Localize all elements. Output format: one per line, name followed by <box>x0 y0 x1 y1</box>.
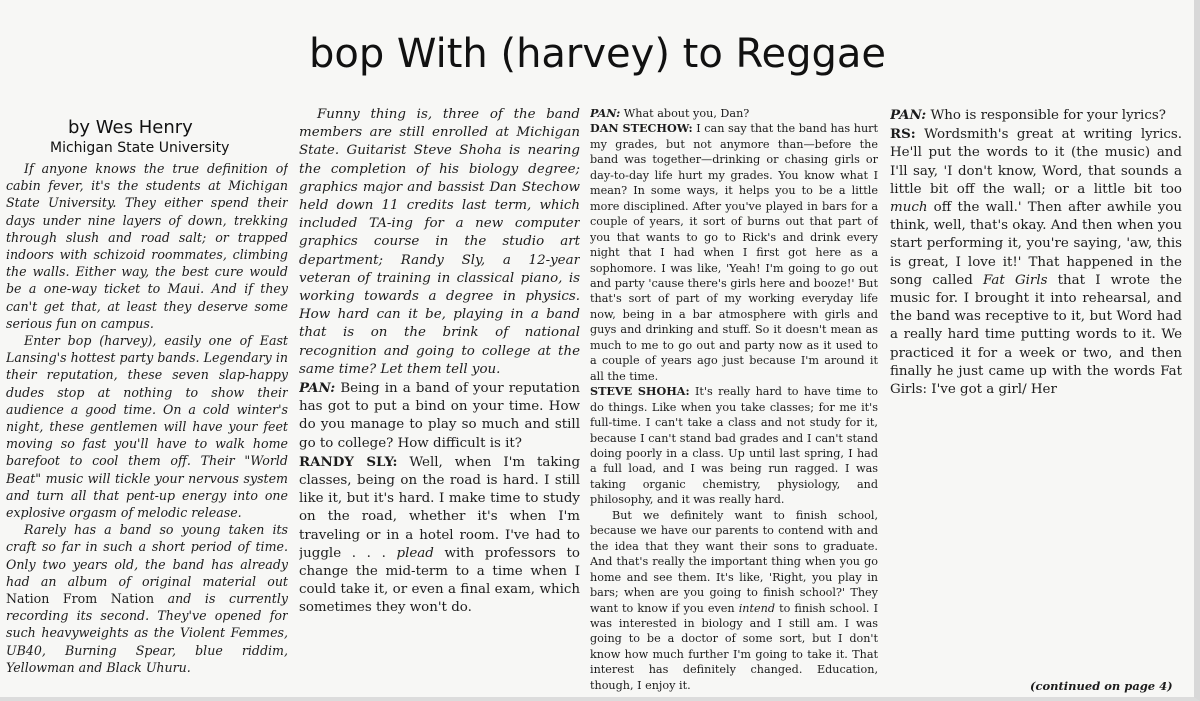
answer-rs-emphasis: much <box>890 200 928 216</box>
speaker-dan-stechow: DAN STECHOW: <box>590 121 693 136</box>
intro-paragraph-2: Enter bop (harvey), easily one of East Lansing's hottest party bands. Legendary in their reputation, these seven slap-happy dudes stop at nothing to show their audience a good time. On a cold winter's night, these gentlemen will have your feet moving so fast you'll have to walk home barefoot to cool them off. Their "World Beat" music will tickle your nervous system and turn all that pent-up energy into one explosive orgasm of melodic release. <box>6 333 288 521</box>
headline: bop With (harvey) to Reggae <box>308 31 887 77</box>
affiliation: Michigan State University <box>50 140 230 156</box>
intro-paragraph-3-end: and is currently recording its second. They've opened for such heavyweights as the Violent Femmes, UB40, Burning Spear, blue riddim, Yellowman and Black Uhuru. <box>6 591 288 675</box>
answer-randy-text-1: Well, when I'm taking classes, being on the road is hard. I still like it, but it's hard. I make time to study on the road, whether it's when I'm traveling or in a hotel room. I've had to juggle . . . <box>299 454 580 561</box>
column-2 <box>299 106 580 696</box>
song-title: Fat Girls <box>983 272 1048 288</box>
answer-steve-text: It's really hard to have time to do things. Like when you take classes; for me it's full-time. I can't take a class and not study for it, because I can't stand bad grades and I can't stand doing poorly in a class. Up until last spring, I had a full load, and I was being run ragged. I was taking organic chemistry, physiology, and philosophy, and it was really hard. <box>590 385 878 507</box>
answer-steve-continued-text-2: to finish school. I was interested in biology and I still am. I was going to be a doctor of some sort, but I don't know how much further I'm going to take it. That interest has definitely changed. Education, though, I enjoy it. <box>590 601 878 692</box>
speaker-steve-shoha: STEVE SHOHA: <box>590 384 690 399</box>
author: by Wes Henry <box>68 117 193 138</box>
answer-randy-emphasis: plead <box>396 545 434 561</box>
column-3 <box>590 106 878 696</box>
speaker-pan: PAN: <box>590 106 621 120</box>
answer-steve-continued-text-1: But we definitely want to finish school, because we have our parents to contend with and the idea that they want their sons to graduate. And that's really the important thing when you go home and see them. It's like, 'Right, you play in bars; when are you going to finish school?' They want to know if you even <box>590 508 878 615</box>
answer-rs-text-3: that I wrote the music for. I brought it into rehearsal, and the band was receptive to it, but Word had a really hard time putting words to it. We practiced it for a week or two, and then finally he just came up with the words Fat Girls: I've got a girl/ Her <box>890 272 1182 398</box>
column-1 <box>6 160 288 695</box>
answer-rs <box>890 125 1182 399</box>
question-3-text: Who is responsible for your lyrics? <box>926 108 1166 123</box>
answer-rs-text-1: Wordsmith's great at writing lyrics. He'll put the words to it (the music) and I'll say, 'I don't know, Word, that sounds a little bit off the wall; or a little bit too <box>890 127 1182 197</box>
intro-paragraph-4: Funny thing is, three of the band members are still enrolled at Michigan State. Guitarist Steve Shoha is nearing the completion of his biology degree; graphics major and bassist Dan Stechow held down 11 credits last term, which included TA-ing for a new computer graphics course in the studio art department; Randy Sly, a 12-year veteran of training in classical piano, is working towards a degree in physics. How hard can it be, playing in a band that is on the brink of national recognition and going to college at the same time? Let them tell you. <box>299 107 580 377</box>
continued-note: (continued on page 4) <box>1030 679 1173 693</box>
answer-randy-text-2: with professors to change the mid-term to a time when I could take it, or even a final exam, which sometimes they won't do. <box>299 545 580 616</box>
speaker-rs: RS: <box>890 126 916 143</box>
answer-steve <box>590 384 878 508</box>
answer-steve-emphasis: intend <box>738 601 775 615</box>
intro-paragraph-3 <box>6 521 288 676</box>
question-2 <box>590 106 878 121</box>
answer-randy <box>299 453 580 618</box>
album-title: Nation From Nation <box>6 591 155 607</box>
answer-dan <box>590 121 878 384</box>
question-1-text: Being in a band of your reputation has got to put a bind on your time. How do you manage to play so much and still go to college? How difficult is it? <box>299 381 580 451</box>
byline <box>46 117 296 157</box>
speaker-randy-sly: RANDY SLY: <box>299 453 398 470</box>
question-3 <box>890 106 1182 125</box>
question-1 <box>299 379 580 453</box>
speaker-pan: PAN: <box>299 380 336 397</box>
answer-rs-text-2: off the wall.' Then after awhile you think, well, that's okay. And then when you start performing it, you're saying, 'aw, this is great, I love it!' That happened in the song called <box>890 200 1182 288</box>
answer-steve-continued <box>590 508 878 693</box>
column-4 <box>890 106 1182 676</box>
speaker-pan: PAN: <box>890 107 927 123</box>
intro-paragraph-3-start: Rarely has a band so young taken its craft so far in such a short period of time. Only two years old, the band has already had an album of original material out <box>6 522 288 589</box>
intro-paragraph-1: If anyone knows the true definition of cabin fever, it's the students at Michigan State University. They either spend their days under nine layers of down, trekking through slush and road salt; or trapped indoors with schizoid roommates, climbing the walls. Either way, the best cure would be a one-way ticket to Maui. And if they can't get that, at least they deserve some serious fun on campus. <box>6 161 288 331</box>
answer-dan-text: I can say that the band has hurt my grades, but not anymore than—before the band was together—drinking or chasing girls or day-to-day life hurt my grades. You know what I mean? In some ways, it helps you to be a little more disciplined. After you've played in bars for a couple of years, it sort of burns out that part of you that wants to go to Rick's and drink every night that I had when I first got here as a sophomore. I was like, 'Yeah! I'm going to go out and party 'cause there's girls here and booze!' But that's sort of part of my working everyday life now, being in a bar atmosphere with girls and guys and drinking and stuff. So it doesn't mean as much to me to go out and party now as it used to a couple of years ago just because I'm around it all the time. <box>590 122 878 383</box>
question-2-text: What about you, Dan? <box>620 107 750 120</box>
